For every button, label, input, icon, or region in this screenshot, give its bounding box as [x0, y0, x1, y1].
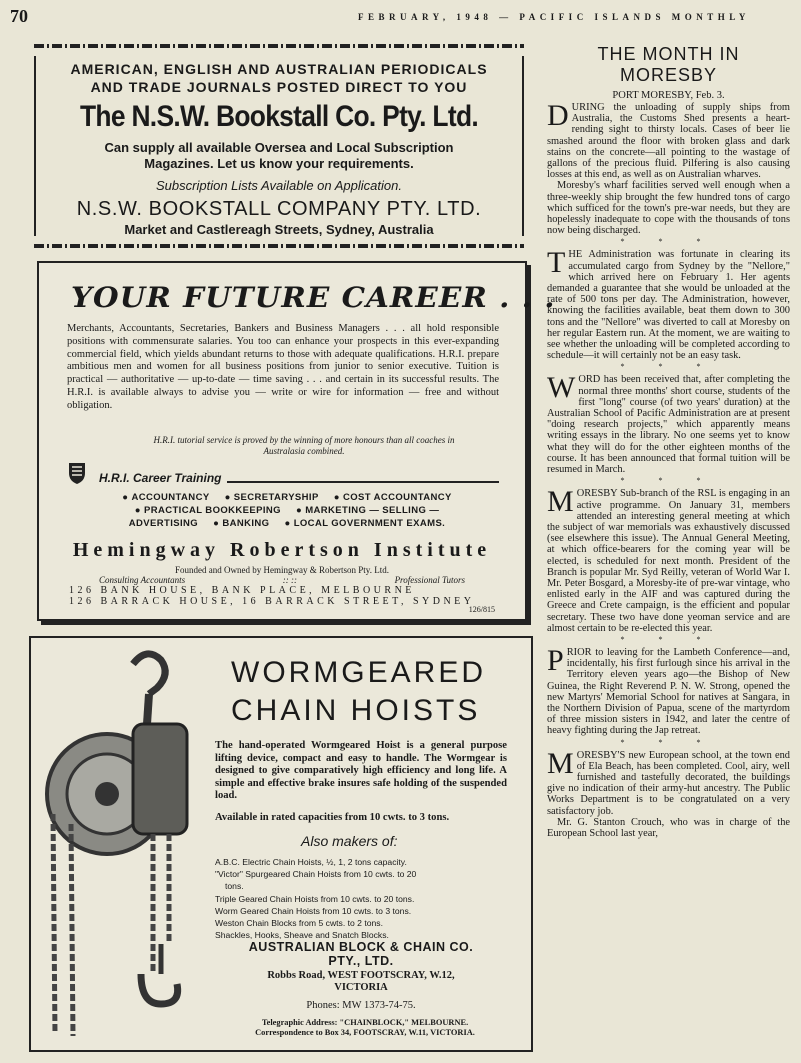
article-paragraph: DURING the unloading of supply ships from Australia, the Customs Shed presents a heart-rending sight to thirsty locals. Cases of beer lie smashed around the floor with broken glass and dark stains on the concrete—all pointing to the wastage of gallons of the precious fluid. Pilfering is also causing losses at this end, as well as on Australian wharves.	[547, 99, 790, 181]
section-separator: * * *	[620, 737, 717, 747]
periodicals-heading	[34, 60, 524, 96]
drop-cap: D	[547, 99, 569, 132]
road-line-1: Robbs Road, WEST FOOTSCRAY, W.12,	[267, 970, 455, 981]
product-item: Weston Chain Blocks from 5 cwts. to 2 tons.	[215, 918, 383, 929]
article-paragraph: MORESBY'S new European school, at the town end of Ela Beach, has been completed. Cool, airy, well furnished and tastefully decorated, the buildings give no indication of their army-hut ancestry. The Public Works Department is to be congratulated on a very satisfactory job.	[547, 746, 790, 817]
subscription-note: Subscription Lists Available on Application.	[156, 178, 402, 193]
career-ad	[37, 261, 556, 621]
periodicals-line-2: AND TRADE JOURNALS POSTED DIRECT TO YOU	[90, 79, 468, 95]
hoists-contact	[215, 1018, 515, 1038]
institute-addresses	[69, 585, 503, 607]
institute-owner: Founded and Owned by Hemingway & Robertson Pty. Ltd.	[175, 565, 389, 575]
career-headline: YOUR FUTURE CAREER . . .	[71, 281, 556, 314]
career-note: H.R.I. tutorial service is proved by the winning of more honours than all coaches in Australasia combined.	[153, 435, 455, 456]
supply-text	[34, 140, 524, 172]
address-sydney: 126 BARRACK HOUSE, 16 BARRACK STREET, SYDNEY	[69, 596, 475, 607]
column-title-line-1: THE MONTH IN	[597, 44, 740, 64]
drop-cap: M	[547, 746, 574, 780]
product-item: "Victor" Spurgeared Chain Hoists from 10 cwts. to 20	[215, 869, 417, 880]
column-title-line-2: MORESBY	[619, 65, 718, 85]
correspondence-address: Correspondence to Box 34, FOOTSCRAY, W.11, VICTORIA.	[255, 1028, 475, 1037]
top-dashed-rule	[34, 44, 524, 48]
course-item: ● MARKETING — SELLING —	[296, 505, 440, 516]
crest-icon	[67, 461, 87, 485]
hoists-ad	[29, 636, 533, 1052]
section-separator: * * *	[620, 237, 717, 247]
also-makers-heading: Also makers of:	[301, 833, 398, 849]
running-title: FEBRUARY, 1948 — PACIFIC ISLANDS MONTHLY	[358, 12, 750, 22]
drop-cap: M	[547, 485, 574, 519]
course-item: ● PRACTICAL BOOKKEEPING	[134, 505, 281, 516]
supply-line-1: Can supply all available Oversea and Local Subscription	[104, 140, 454, 155]
consulting-label: Consulting Accountants	[99, 575, 186, 585]
hoists-title-2: CHAIN HOISTS	[231, 694, 481, 727]
hoists-phones: Phones: MW 1373-74-75.	[306, 1000, 416, 1011]
hoists-title-1: WORMGEARED	[231, 656, 486, 689]
section-separator: * * *	[620, 634, 717, 644]
page-number: 70	[10, 6, 28, 26]
consulting-line	[99, 575, 465, 585]
course-item: ● COST ACCOUNTANCY	[333, 492, 452, 503]
supply-line-2: Magazines. Let us know your requirements.	[144, 156, 414, 171]
institute-name: Hemingway Robertson Institute	[72, 539, 492, 561]
hoists-description: The hand-operated Wormgeared Hoist is a general purpose lifting device, compact and easy to handle. The Wormgear is designed to give comparatively high efficiency and long life. A simple and effective brake insures safe holding of the suspended load.	[215, 740, 507, 802]
article-paragraph: Mr. G. Stanton Crouch, who was in charge of the European School last year,	[547, 816, 790, 839]
article-paragraph: Moresby's wharf facilities served well enough when a three-weekly ship brought the few hundred tons of cargo which sufficed for the town's pre-war needs, but they are hopelessly inadequate to cope with the thousands of tons now being discharged.	[547, 180, 790, 237]
bookstall-address: Market and Castlereagh Streets, Sydney, Australia	[124, 222, 434, 237]
bookstall-ad	[34, 42, 524, 250]
product-item: tons.	[225, 881, 244, 892]
telegraphic-address: Telegraphic Address: "CHAINBLOCK," MELBOURNE.	[261, 1018, 469, 1027]
drop-cap: P	[547, 643, 564, 677]
training-title: H.R.I. Career Training	[99, 471, 222, 485]
periodicals-line-1: AMERICAN, ENGLISH AND AUSTRALIAN PERIODICALS	[70, 61, 488, 77]
course-item: ● BANKING	[213, 518, 270, 529]
bottom-dashed-rule	[34, 244, 524, 248]
product-item: Shackles, Hooks, Sheave and Snatch Blocks.	[215, 930, 389, 941]
product-item: A.B.C. Electric Chain Hoists, ½, 1, 2 tons capacity.	[215, 857, 407, 867]
chain-hoist-illustration	[37, 644, 227, 1044]
course-item: ADVERTISING	[128, 518, 199, 529]
moresby-column	[547, 44, 790, 839]
column-title	[547, 44, 790, 86]
course-list	[67, 491, 507, 530]
drop-cap: W	[547, 371, 576, 405]
company-line-1: AUSTRALIAN BLOCK & CHAIN CO.	[248, 940, 474, 954]
training-rule	[227, 481, 499, 483]
road-line-2: VICTORIA	[334, 982, 388, 993]
product-list	[215, 856, 515, 941]
course-row	[67, 504, 507, 517]
dateline: PORT MORESBY, Feb. 3.	[612, 90, 725, 101]
company-caps: N.S.W. BOOKSTALL COMPANY PTY. LTD.	[76, 198, 482, 220]
product-item: Worm Geared Chain Hoists from 10 cwts. to 3 tons.	[215, 905, 412, 916]
article-paragraph: PRIOR to leaving for the Lambeth Conference—and, incidentally, his first furlough since his arrival in the Territory eleven years ago—the Bishop of New Guinea, the Right Reverend P. N. W. Strong, opened the new Martyrs' Memorial School for natives at Sangara, in the Northern Division of Papua, scene of the martyrdom of three mission sisters in 1942, and later the centre of heavy fighting during the Jap retreat.	[547, 643, 790, 737]
drop-cap: T	[547, 246, 566, 280]
hoists-company	[215, 940, 507, 968]
course-item: ● LOCAL GOVERNMENT EXAMS.	[284, 518, 446, 529]
course-row	[67, 491, 507, 504]
section-separator: * * *	[620, 362, 717, 372]
career-body: Merchants, Accountants, Secretaries, Bankers and Business Managers . . . all hold responsible positions with commensurate salaries. You too can enhance your prospects in this ever-expanding commercial field, which yields abundant returns to those with adequate qualifications. H.R.I. prepare ambitious men and women for all business positions from junior to senior executive. Tuition is practical — authoritative — up-to-date — time saving . . . and certain in its successful results. The H.R.I. is available always to advise you — write or wire for information — free and without obligation.	[67, 323, 499, 411]
article-paragraph: THE Administration was fortunate in clearing its accumulated cargo from Sydney by the "Nellore," which arrived here on February 1. Her agents demanded a guarantee that she would be unloaded at the rate of 500 tons per day. The Administration, however, knowing the facilities available, beat them down to 300 tons and the "Nellore" was diverted to call at Moresby on her regular Eastern run. At the moment, we are waiting to see whether the unloading will be completed according to schedule—it will certainly not be an easy task.	[547, 246, 790, 362]
course-item: ● SECRETARYSHIP	[224, 492, 319, 503]
hoists-address	[215, 970, 507, 994]
course-row	[67, 517, 507, 530]
company-line-2: PTY., LTD.	[328, 954, 394, 968]
company-name: The N.S.W. Bookstall Co. Pty. Ltd.	[79, 100, 479, 133]
section-separator: * * *	[620, 476, 717, 486]
hoists-availability: Available in rated capacities from 10 cwts. to 3 tons.	[215, 812, 450, 823]
tutors-label: Professional Tutors	[394, 575, 465, 585]
address-melbourne: 126 BANK HOUSE, BANK PLACE, MELBOURNE	[69, 585, 415, 596]
product-item: Triple Geared Chain Hoists from 10 cwts. to 20 tons.	[215, 893, 415, 904]
course-item: ● ACCOUNTANCY	[122, 492, 210, 503]
consulting-separator: :: ::	[282, 575, 297, 585]
article-paragraph: MORESBY Sub-branch of the RSL is engaging in an active programme. On January 31, members attended an interesting general meeting at which the subject of war memorials was exhaustively discussed (see elsewhere this issue). The Annual General Meeting, at which office-bearers for the coming year will be elected, is scheduled for next month. President of the Branch is popular Mr. Syd Reilly, veteran of World War I. Mr. Peter Bosgard, a Moresby-ite of pre-war vintage, who enlisted early in the AIF and was captured during the Greece and Crete campaign, is the efficient and popular secretary. These two have done yeoman service and are almost certain to be re-elected this year.	[547, 485, 790, 634]
ad-reference: 126/815	[468, 605, 495, 614]
article-paragraph: WORD has been received that, after completing the normal three months' short course, students of the first "long" course (of two years' duration) at the Australian School of Pacific Administration are at present "doing research projects," which apparently means writing essays in the library. No one seems yet to know what they will do for the other eighteen months of the course. It has been announced that formal tuition will be resumed in March.	[547, 371, 790, 476]
